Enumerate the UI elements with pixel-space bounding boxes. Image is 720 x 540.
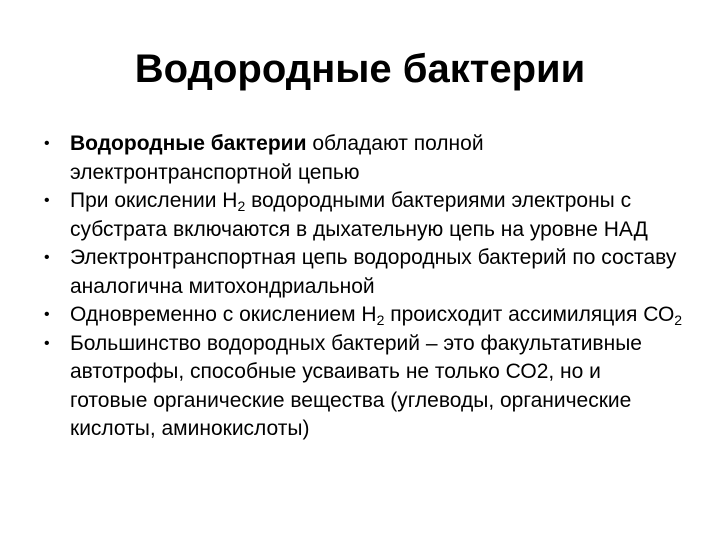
bullet-dot-icon: • (44, 334, 50, 352)
bullet-item-5 (0, 330, 720, 444)
bullet-dot-icon: • (44, 306, 50, 323)
bullet-2-text-after: водородными бактериями электроны с субстрата включаются в дыхательную цепь на уровне НАД (70, 189, 648, 241)
bullet-3-text: Электронтранспортная цепь водородных бактерий по составу аналогична митохондриальной (70, 246, 677, 298)
bullet-dot-icon: • (44, 249, 50, 266)
bullet-1-bold-text: Водородные бактерии (70, 132, 307, 155)
bullet-item-1 (0, 130, 720, 187)
bullet-dot-icon: • (44, 192, 50, 209)
bullet-4-text-middle: происходит ассимиляция СО (384, 303, 675, 326)
bullet-4-subscript: 2 (376, 312, 385, 328)
bullet-dot-icon: • (44, 135, 50, 152)
bullet-4-text-before: Одновременно с окислением Н (70, 303, 377, 326)
bullet-item-2 (0, 187, 720, 244)
bullet-5-text: Большинство водородных бактерий – это факультативные автотрофы, способные усваивать не только СО2, но и готовые органические вещества (углеводы, органические кислоты, аминокислоты) (70, 331, 642, 440)
bullet-1-text: обладают полной электронтранспортной цепью (70, 132, 484, 184)
bullet-item-3 (0, 244, 720, 301)
bullet-4-subscript-2: 2 (674, 312, 683, 328)
bullet-2-subscript: 2 (237, 198, 246, 214)
slide-title: Водородные бактерии (134, 47, 586, 91)
bullet-item-4 (0, 301, 720, 330)
bullet-2-text-before: При окислении Н (70, 189, 238, 212)
bullet-list (0, 130, 720, 444)
